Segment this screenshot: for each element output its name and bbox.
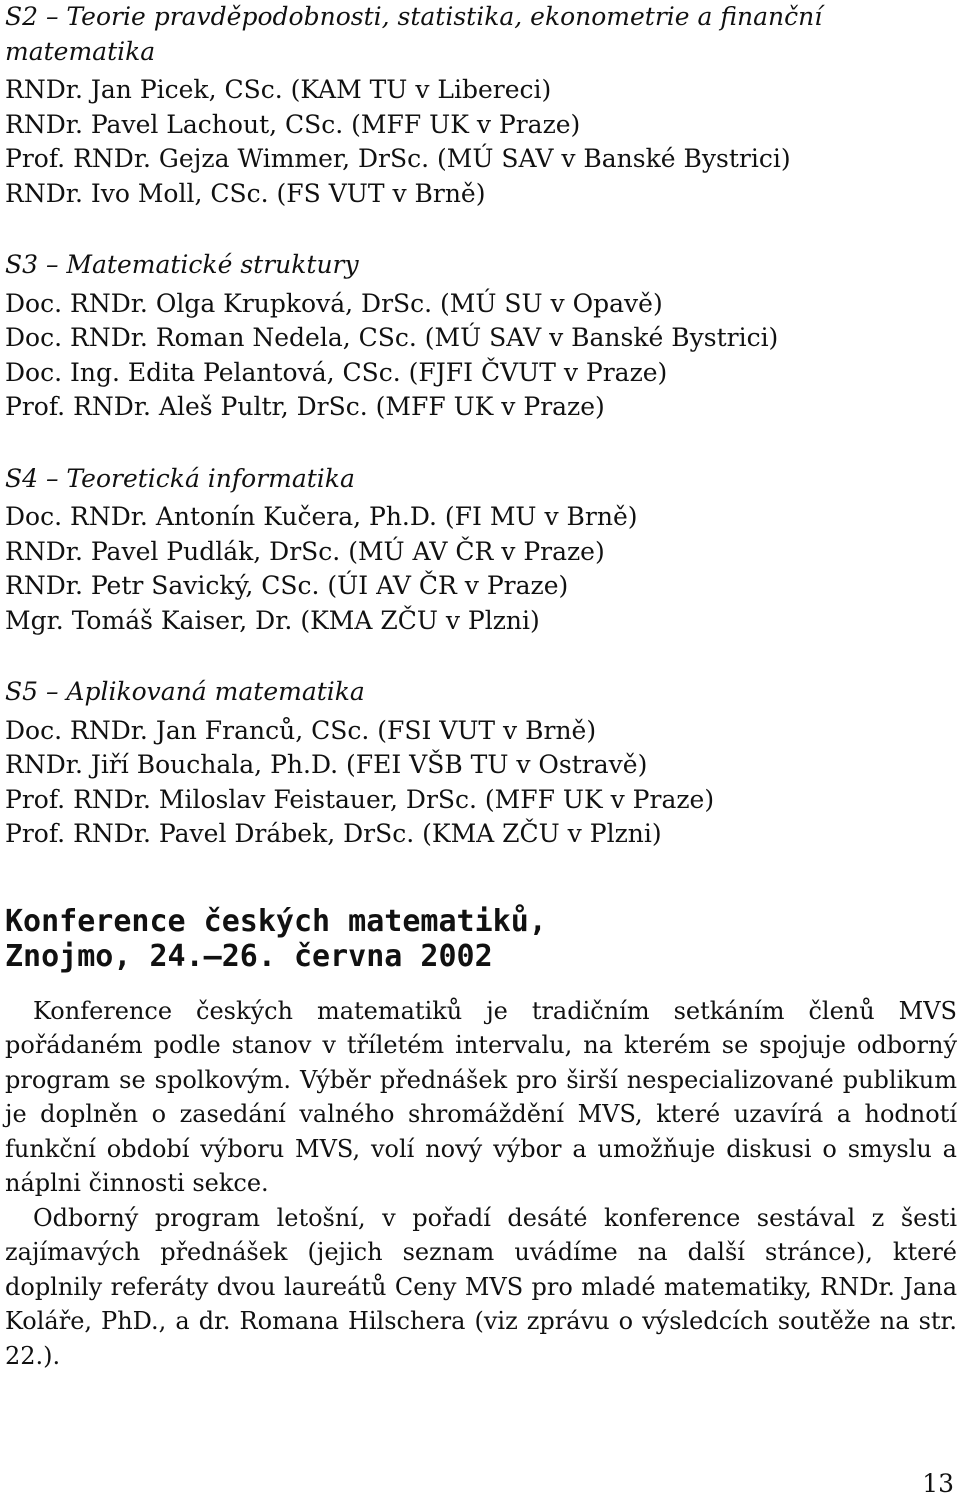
committee-member: RNDr. Pavel Pudlák, DrSc. (MÚ AV ČR v Praze) <box>5 536 605 566</box>
section-s2 <box>5 0 957 211</box>
committee-member: Prof. RNDr. Gejza Wimmer, DrSc. (MÚ SAV v Banské Bystrici) <box>5 144 791 173</box>
section-heading: S4 – Teoretická informatika <box>5 463 355 493</box>
spacer <box>5 211 957 248</box>
committee-member: Prof. RNDr. Pavel Drábek, DrSc. (KMA ZČU v Plzni) <box>5 819 662 848</box>
section-heading: S3 – Matematické struktury <box>5 250 359 279</box>
committee-member: Mgr. Tomáš Kaiser, Dr. (KMA ZČU v Plzni) <box>5 605 540 635</box>
spacer <box>5 974 957 994</box>
article-title <box>5 904 957 974</box>
committee-member: Doc. RNDr. Olga Krupková, DrSc. (MÚ SU v Opavě) <box>5 288 663 318</box>
committee-member: Prof. RNDr. Miloslav Feistauer, DrSc. (MFF UK v Praze) <box>5 784 715 814</box>
committee-member: RNDr. Jan Picek, CSc. (KAM TU v Libereci) <box>5 75 552 104</box>
spacer <box>5 425 957 462</box>
article-paragraph: Odborný program letošní, v pořadí desáté konference sestával z šesti zajímavých přednášek (jejich seznam uvádíme na další stránce), které doplnily referáty dvou laureátů Ceny MVS pro mladé matematiky, RNDr. Jana Koláře, PhD., a dr. Romana Hilschera (viz zprávu o výsledcích soutěže na str. 22.). <box>5 1203 957 1370</box>
committee-member: RNDr. Pavel Lachout, CSc. (MFF UK v Praze) <box>5 109 581 139</box>
article-title-line2: Znojmo, 24.–26. června 2002 <box>5 938 493 974</box>
committee-member: Doc. RNDr. Antonín Kučera, Ph.D. (FI MU v Brně) <box>5 502 638 531</box>
section-s5 <box>5 675 957 852</box>
conference-article <box>5 904 957 1374</box>
page-content <box>5 0 957 1373</box>
section-s3 <box>5 248 957 425</box>
committee-member: RNDr. Jiří Bouchala, Ph.D. (FEI VŠB TU v Ostravě) <box>5 750 648 779</box>
spacer <box>5 852 957 904</box>
committee-member: Doc. RNDr. Jan Franců, CSc. (FSI VUT v Brně) <box>5 715 597 745</box>
section-heading: S2 – Teorie pravděpodobnosti, statistika, ekonometrie a finanční matematika <box>5 2 823 66</box>
committee-member: Prof. RNDr. Aleš Pultr, DrSc. (MFF UK v Praze) <box>5 392 605 421</box>
committee-member: Doc. Ing. Edita Pelantová, CSc. (FJFI ČVUT v Praze) <box>5 357 668 387</box>
committee-member: Doc. RNDr. Roman Nedela, CSc. (MÚ SAV v Banské Bystrici) <box>5 323 779 352</box>
section-heading: S5 – Aplikovaná matematika <box>5 677 365 706</box>
committee-member: RNDr. Ivo Moll, CSc. (FS VUT v Brně) <box>5 178 486 208</box>
section-s4 <box>5 462 957 639</box>
article-paragraph: Konference českých matematiků je tradičním setkáním členů MVS pořádaném podle stanov v tříletém intervalu, na kterém se spojuje odborný program se spolkovým. Výběr přednášek pro širší nespecializované publikum je doplněn o zasedání valného shromáždění MVS, které uzavírá a hodnotí funkční období výboru MVS, volí nový výbor a umožňuje diskusi o smyslu a náplni činnosti sekce. <box>5 996 957 1197</box>
spacer <box>5 638 957 675</box>
committee-member: RNDr. Petr Savický, CSc. (ÚI AV ČR v Praze) <box>5 571 569 600</box>
page-number: 13 <box>922 1469 954 1498</box>
article-title-line1: Konference českých matematiků, <box>5 903 547 939</box>
